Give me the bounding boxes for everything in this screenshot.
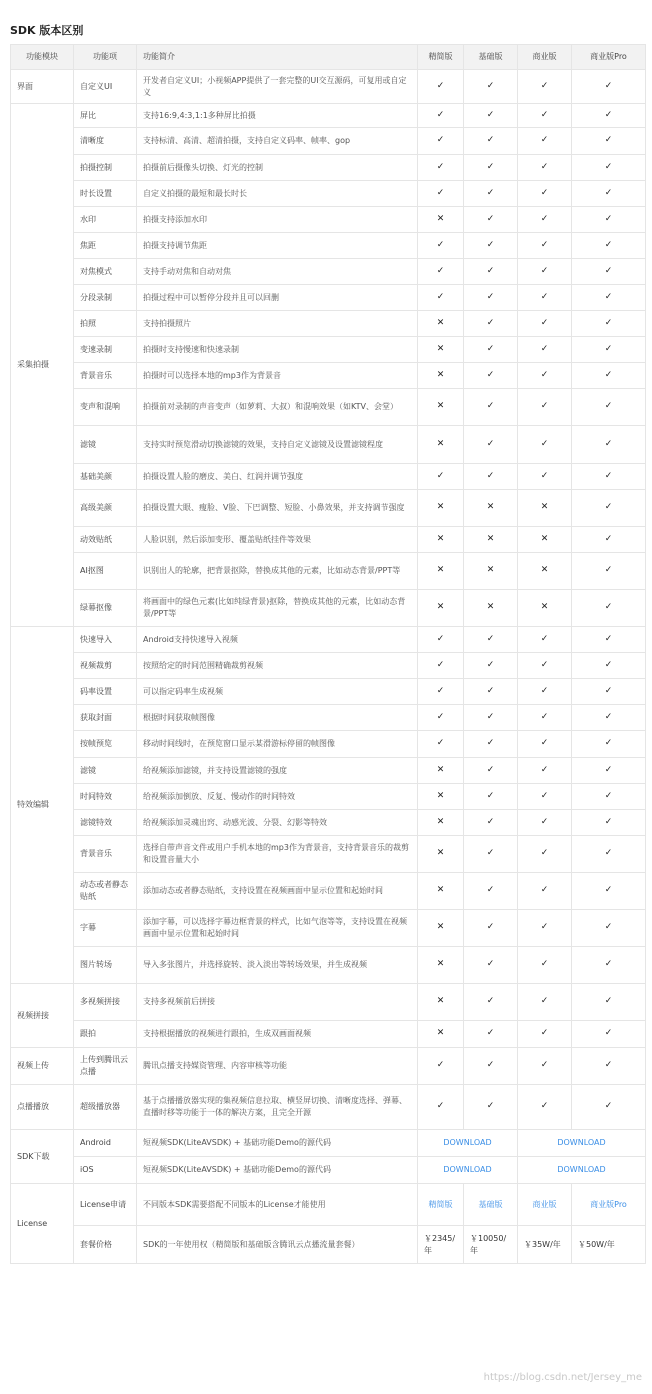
lite-support-cell: ✕ (418, 1021, 464, 1048)
basic-support-cell: ✓ (464, 910, 518, 947)
business-support-cell: ✓ (518, 155, 572, 181)
table-row (11, 705, 646, 731)
basic-support-cell: ✓ (464, 836, 518, 873)
basic-support-cell: ✓ (464, 337, 518, 363)
download-link[interactable]: DOWNLOAD (518, 1130, 646, 1157)
header-module: 功能模块 (11, 45, 74, 70)
feature-cell: 自定义UI (74, 70, 137, 104)
license-link[interactable]: 基础版 (464, 1184, 518, 1226)
lite-support-cell: ✓ (418, 1048, 464, 1085)
intro-cell: 移动时间线时，在预览窗口显示某滑游标停留的帧图像 (137, 731, 418, 758)
business-support-cell: ✓ (518, 731, 572, 758)
business-pro-support-cell: ✓ (572, 947, 646, 984)
intro-cell: 按照给定的时间范围精确裁剪视频 (137, 653, 418, 679)
lite-support-cell: ✓ (418, 731, 464, 758)
feature-cell: 视频裁剪 (74, 653, 137, 679)
watermark: https://blog.csdn.net/Jersey_me (483, 1372, 642, 1383)
intro-cell: 添加字幕，可以选择字幕边框背景的样式，比如气泡等等，支持设置在视频画面中显示位置和起始时间 (137, 910, 418, 947)
module-cell: 视频上传 (11, 1048, 74, 1085)
lite-support-cell: ✓ (418, 70, 464, 104)
lite-support-cell: ✓ (418, 653, 464, 679)
feature-cell: 字幕 (74, 910, 137, 947)
header-basic: 基础版 (464, 45, 518, 70)
table-header-row (11, 45, 646, 70)
table-row (11, 490, 646, 527)
business-support-cell: ✓ (518, 705, 572, 731)
business-support-cell: ✓ (518, 873, 572, 910)
header-lite: 精简版 (418, 45, 464, 70)
table-row (11, 910, 646, 947)
feature-cell: 图片转场 (74, 947, 137, 984)
feature-cell: 按帧预览 (74, 731, 137, 758)
lite-support-cell: ✕ (418, 311, 464, 337)
feature-cell: 绿幕抠像 (74, 590, 137, 627)
intro-cell: 拍摄时可以选择本地的mp3作为背景音 (137, 363, 418, 389)
table-row (11, 679, 646, 705)
basic-support-cell: ✓ (464, 984, 518, 1021)
business-pro-support-cell: ✓ (572, 1021, 646, 1048)
business-support-cell: ✓ (518, 233, 572, 259)
intro-cell: 支持拍摄照片 (137, 311, 418, 337)
business-support-cell: ✓ (518, 653, 572, 679)
feature-cell: 背景音乐 (74, 836, 137, 873)
basic-support-cell: ✓ (464, 731, 518, 758)
module-cell: 界面 (11, 70, 74, 104)
table-row (11, 1226, 646, 1264)
intro-cell: 拍摄前对录制的声音变声（如萝莉、大叔）和混响效果（如KTV、会堂） (137, 389, 418, 426)
business-pro-support-cell: ✓ (572, 259, 646, 285)
table-row (11, 653, 646, 679)
feature-cell: 码率设置 (74, 679, 137, 705)
lite-support-cell: ✓ (418, 464, 464, 490)
intro-cell: 开发者自定义UI；小视频APP提供了一套完整的UI交互源码，可复用或自定义 (137, 70, 418, 104)
business-support-cell: ✓ (518, 70, 572, 104)
table-row (11, 155, 646, 181)
business-support-cell: ✓ (518, 128, 572, 155)
basic-support-cell: ✓ (464, 426, 518, 464)
table-row (11, 1184, 646, 1226)
business-pro-support-cell: ✓ (572, 389, 646, 426)
table-row (11, 233, 646, 259)
download-link[interactable]: DOWNLOAD (518, 1157, 646, 1184)
business-pro-support-cell: ✓ (572, 490, 646, 527)
intro-cell: 自定义拍摄的最短和最长时长 (137, 181, 418, 207)
lite-support-cell: ✕ (418, 207, 464, 233)
table-row (11, 758, 646, 784)
download-link[interactable]: DOWNLOAD (418, 1157, 518, 1184)
basic-support-cell: ✓ (464, 1021, 518, 1048)
intro-cell: 给视频添加倒放、反复、慢动作的时间特效 (137, 784, 418, 810)
table-row (11, 311, 646, 337)
basic-support-cell: ✓ (464, 104, 518, 128)
lite-support-cell: ✕ (418, 553, 464, 590)
table-row (11, 1085, 646, 1130)
business-pro-support-cell: ✓ (572, 873, 646, 910)
feature-cell: 变声和混响 (74, 389, 137, 426)
business-support-cell: ✓ (518, 104, 572, 128)
lite-support-cell: ✕ (418, 836, 464, 873)
table-row (11, 947, 646, 984)
business-pro-support-cell: ✓ (572, 337, 646, 363)
table-row (11, 181, 646, 207)
basic-support-cell: ✕ (464, 553, 518, 590)
header-business-pro: 商业版Pro (572, 45, 646, 70)
business-support-cell: ✓ (518, 311, 572, 337)
business-support-cell: ✓ (518, 259, 572, 285)
basic-support-cell: ✓ (464, 705, 518, 731)
lite-support-cell: ✓ (418, 233, 464, 259)
table-row (11, 810, 646, 836)
intro-cell: 识别出人的轮廓，把背景抠除，替换成其他的元素，比如动态背景/PPT等 (137, 553, 418, 590)
price-cell: ￥50W/年 (572, 1226, 646, 1264)
basic-support-cell: ✕ (464, 527, 518, 553)
table-row (11, 1157, 646, 1184)
table-row (11, 1021, 646, 1048)
feature-cell: 水印 (74, 207, 137, 233)
business-pro-support-cell: ✓ (572, 527, 646, 553)
business-support-cell: ✓ (518, 679, 572, 705)
business-pro-support-cell: ✓ (572, 104, 646, 128)
feature-cell: 套餐价格 (74, 1226, 137, 1264)
basic-support-cell: ✓ (464, 363, 518, 389)
feature-cell: 清晰度 (74, 128, 137, 155)
basic-support-cell: ✓ (464, 653, 518, 679)
table-row (11, 553, 646, 590)
table-row (11, 1048, 646, 1085)
intro-cell: 导入多张图片，并选择旋转、淡入淡出等转场效果，并生成视频 (137, 947, 418, 984)
business-pro-support-cell: ✓ (572, 984, 646, 1021)
business-support-cell: ✓ (518, 337, 572, 363)
license-link[interactable]: 商业版 (518, 1184, 572, 1226)
page-title: SDK 版本区别 (10, 24, 84, 37)
business-support-cell: ✓ (518, 910, 572, 947)
basic-support-cell: ✓ (464, 758, 518, 784)
business-support-cell: ✕ (518, 590, 572, 627)
feature-cell: License申请 (74, 1184, 137, 1226)
table-row (11, 527, 646, 553)
business-pro-support-cell: ✓ (572, 653, 646, 679)
table-row (11, 873, 646, 910)
basic-support-cell: ✓ (464, 285, 518, 311)
lite-support-cell: ✕ (418, 984, 464, 1021)
business-pro-support-cell: ✓ (572, 679, 646, 705)
basic-support-cell: ✓ (464, 947, 518, 984)
business-pro-support-cell: ✓ (572, 784, 646, 810)
lite-support-cell: ✕ (418, 490, 464, 527)
business-pro-support-cell: ✓ (572, 363, 646, 389)
table-row (11, 731, 646, 758)
intro-cell: 拍摄前后摄像头切换、灯光的控制 (137, 155, 418, 181)
lite-support-cell: ✓ (418, 285, 464, 311)
business-support-cell: ✓ (518, 1085, 572, 1130)
feature-cell: 上传到腾讯云点播 (74, 1048, 137, 1085)
feature-cell: 变速录制 (74, 337, 137, 363)
intro-cell: 将画面中的绿色元素(比如纯绿背景)抠除，替换成其他的元素，比如动态背景/PPT等 (137, 590, 418, 627)
intro-cell: 给视频添加滤镜，并支持设置滤镜的强度 (137, 758, 418, 784)
table-row (11, 590, 646, 627)
business-pro-support-cell: ✓ (572, 810, 646, 836)
download-link[interactable]: DOWNLOAD (418, 1130, 518, 1157)
feature-cell: 对焦模式 (74, 259, 137, 285)
business-support-cell: ✓ (518, 363, 572, 389)
basic-support-cell: ✓ (464, 627, 518, 653)
lite-support-cell: ✕ (418, 910, 464, 947)
intro-cell: 拍摄时支持慢速和快速录制 (137, 337, 418, 363)
lite-support-cell: ✕ (418, 426, 464, 464)
intro-cell: 基于点播播放器实现的集视频信息拉取、横竖屏切换、清晰度选择、弹幕、直播时移等功能于一体的解决方案，且完全开源 (137, 1085, 418, 1130)
basic-support-cell: ✓ (464, 155, 518, 181)
lite-support-cell: ✓ (418, 679, 464, 705)
table-row (11, 337, 646, 363)
price-cell: ￥10050/年 (464, 1226, 518, 1264)
lite-support-cell: ✓ (418, 259, 464, 285)
table-row (11, 984, 646, 1021)
feature-cell: 滤镜 (74, 758, 137, 784)
basic-support-cell: ✓ (464, 259, 518, 285)
lite-support-cell: ✓ (418, 705, 464, 731)
intro-cell: Android支持快速导入视频 (137, 627, 418, 653)
feature-cell: Android (74, 1130, 137, 1157)
feature-cell: iOS (74, 1157, 137, 1184)
sdk-version-table (10, 44, 646, 1264)
table-row (11, 70, 646, 104)
business-pro-support-cell: ✓ (572, 464, 646, 490)
business-support-cell: ✓ (518, 426, 572, 464)
lite-support-cell: ✕ (418, 363, 464, 389)
basic-support-cell: ✓ (464, 464, 518, 490)
feature-cell: 多视频拼接 (74, 984, 137, 1021)
feature-cell: 拍照 (74, 311, 137, 337)
feature-cell: 基础美颜 (74, 464, 137, 490)
business-pro-support-cell: ✓ (572, 1048, 646, 1085)
header-business: 商业版 (518, 45, 572, 70)
business-support-cell: ✕ (518, 527, 572, 553)
business-pro-support-cell: ✓ (572, 590, 646, 627)
basic-support-cell: ✓ (464, 784, 518, 810)
basic-support-cell: ✓ (464, 233, 518, 259)
feature-cell: 超级播放器 (74, 1085, 137, 1130)
intro-cell: 支持手动对焦和自动对焦 (137, 259, 418, 285)
feature-cell: 高级美颜 (74, 490, 137, 527)
price-cell: ￥35W/年 (518, 1226, 572, 1264)
module-cell: 点播播放 (11, 1085, 74, 1130)
basic-support-cell: ✓ (464, 389, 518, 426)
lite-support-cell: ✕ (418, 873, 464, 910)
feature-cell: 跟拍 (74, 1021, 137, 1048)
business-pro-support-cell: ✓ (572, 910, 646, 947)
business-pro-support-cell: ✓ (572, 705, 646, 731)
table-row (11, 104, 646, 128)
lite-support-cell: ✕ (418, 758, 464, 784)
table-row (11, 285, 646, 311)
intro-cell: 支持多视频前后拼接 (137, 984, 418, 1021)
lite-support-cell: ✓ (418, 627, 464, 653)
business-support-cell: ✓ (518, 784, 572, 810)
table-row (11, 128, 646, 155)
table-row (11, 207, 646, 233)
table-row (11, 363, 646, 389)
intro-cell: 拍摄过程中可以暂停分段并且可以回删 (137, 285, 418, 311)
table-row (11, 784, 646, 810)
feature-cell: 获取封面 (74, 705, 137, 731)
feature-cell: 屏比 (74, 104, 137, 128)
basic-support-cell: ✓ (464, 810, 518, 836)
intro-cell: 拍摄支持调节焦距 (137, 233, 418, 259)
business-pro-support-cell: ✓ (572, 233, 646, 259)
lite-support-cell: ✓ (418, 128, 464, 155)
module-cell: 特效编辑 (11, 627, 74, 984)
business-pro-support-cell: ✓ (572, 207, 646, 233)
basic-support-cell: ✓ (464, 1048, 518, 1085)
lite-support-cell: ✕ (418, 337, 464, 363)
lite-support-cell: ✓ (418, 1085, 464, 1130)
business-pro-support-cell: ✓ (572, 426, 646, 464)
business-support-cell: ✓ (518, 810, 572, 836)
basic-support-cell: ✕ (464, 490, 518, 527)
business-support-cell: ✓ (518, 836, 572, 873)
feature-cell: 背景音乐 (74, 363, 137, 389)
table-row (11, 464, 646, 490)
business-pro-support-cell: ✓ (572, 155, 646, 181)
basic-support-cell: ✓ (464, 1085, 518, 1130)
table-row (11, 389, 646, 426)
module-cell: 采集拍摄 (11, 104, 74, 627)
business-pro-support-cell: ✓ (572, 311, 646, 337)
feature-cell: 快速导入 (74, 627, 137, 653)
feature-cell: 时间特效 (74, 784, 137, 810)
module-cell: 视频拼接 (11, 984, 74, 1048)
lite-support-cell: ✕ (418, 947, 464, 984)
intro-cell: 支持实时预览滑动切换滤镜的效果，支持自定义滤镜及设置滤镜程度 (137, 426, 418, 464)
business-support-cell: ✓ (518, 627, 572, 653)
intro-cell: 可以指定码率生成视频 (137, 679, 418, 705)
basic-support-cell: ✓ (464, 207, 518, 233)
table-row (11, 836, 646, 873)
basic-support-cell: ✓ (464, 679, 518, 705)
header-feature: 功能项 (74, 45, 137, 70)
lite-support-cell: ✕ (418, 389, 464, 426)
basic-support-cell: ✓ (464, 70, 518, 104)
feature-cell: 时长设置 (74, 181, 137, 207)
business-support-cell: ✓ (518, 947, 572, 984)
feature-cell: 焦距 (74, 233, 137, 259)
intro-cell: 支持16:9,4:3,1:1多种屏比拍摄 (137, 104, 418, 128)
license-link[interactable]: 精简版 (418, 1184, 464, 1226)
feature-cell: 动态或者静态贴纸 (74, 873, 137, 910)
business-support-cell: ✓ (518, 1048, 572, 1085)
feature-cell: 拍摄控制 (74, 155, 137, 181)
table-row (11, 259, 646, 285)
intro-cell: 支持根据播放的视频进行跟拍，生成双画面视频 (137, 1021, 418, 1048)
business-pro-support-cell: ✓ (572, 836, 646, 873)
intro-cell: 给视频添加灵魂出窍、动感光波、分裂、幻影等特效 (137, 810, 418, 836)
intro-cell: 选择自带声音文件或用户手机本地的mp3作为背景音，支持背景音乐的裁剪和设置音量大小 (137, 836, 418, 873)
intro-cell: 短视频SDK(LiteAVSDK) + 基础功能Demo的源代码 (137, 1130, 418, 1157)
feature-cell: AI抠图 (74, 553, 137, 590)
module-cell: SDK下载 (11, 1130, 74, 1184)
business-pro-support-cell: ✓ (572, 70, 646, 104)
intro-cell: 拍摄支持添加水印 (137, 207, 418, 233)
intro-cell: 拍摄设置大眼、瘦脸、V脸、下巴调整、短脸、小鼻效果，并支持调节强度 (137, 490, 418, 527)
lite-support-cell: ✓ (418, 181, 464, 207)
feature-cell: 滤镜特效 (74, 810, 137, 836)
business-support-cell: ✓ (518, 285, 572, 311)
license-link[interactable]: 商业版Pro (572, 1184, 646, 1226)
business-support-cell: ✓ (518, 181, 572, 207)
basic-support-cell: ✓ (464, 311, 518, 337)
lite-support-cell: ✕ (418, 784, 464, 810)
basic-support-cell: ✓ (464, 181, 518, 207)
lite-support-cell: ✕ (418, 527, 464, 553)
table-row (11, 426, 646, 464)
module-cell: License (11, 1184, 74, 1264)
business-support-cell: ✕ (518, 553, 572, 590)
intro-cell: 人脸识别，然后添加变形、覆盖贴纸挂件等效果 (137, 527, 418, 553)
intro-cell: 不同版本SDK需要搭配不同版本的License才能使用 (137, 1184, 418, 1226)
lite-support-cell: ✓ (418, 104, 464, 128)
business-support-cell: ✓ (518, 1021, 572, 1048)
business-pro-support-cell: ✓ (572, 1085, 646, 1130)
business-pro-support-cell: ✓ (572, 553, 646, 590)
business-pro-support-cell: ✓ (572, 128, 646, 155)
price-cell: ￥2345/年 (418, 1226, 464, 1264)
business-support-cell: ✓ (518, 389, 572, 426)
intro-cell: 支持标清、高清、超清拍摄，支持自定义码率、帧率、gop (137, 128, 418, 155)
lite-support-cell: ✓ (418, 155, 464, 181)
basic-support-cell: ✓ (464, 873, 518, 910)
intro-cell: 腾讯点播支持媒资管理、内容审核等功能 (137, 1048, 418, 1085)
lite-support-cell: ✕ (418, 810, 464, 836)
business-support-cell: ✓ (518, 464, 572, 490)
intro-cell: 拍摄设置人脸的磨皮、美白、红润并调节强度 (137, 464, 418, 490)
feature-cell: 分段录制 (74, 285, 137, 311)
business-support-cell: ✓ (518, 207, 572, 233)
table-row (11, 1130, 646, 1157)
feature-cell: 滤镜 (74, 426, 137, 464)
intro-cell: SDK的一年使用权（精简版和基础版含腾讯云点播流量套餐） (137, 1226, 418, 1264)
basic-support-cell: ✓ (464, 128, 518, 155)
business-support-cell: ✕ (518, 490, 572, 527)
lite-support-cell: ✕ (418, 590, 464, 627)
basic-support-cell: ✕ (464, 590, 518, 627)
feature-cell: 动效贴纸 (74, 527, 137, 553)
business-pro-support-cell: ✓ (572, 285, 646, 311)
business-pro-support-cell: ✓ (572, 181, 646, 207)
table-row (11, 627, 646, 653)
business-pro-support-cell: ✓ (572, 627, 646, 653)
intro-cell: 根据时间获取帧图像 (137, 705, 418, 731)
business-support-cell: ✓ (518, 758, 572, 784)
business-pro-support-cell: ✓ (572, 758, 646, 784)
intro-cell: 添加动态或者静态贴纸，支持设置在视频画面中显示位置和起始时间 (137, 873, 418, 910)
business-pro-support-cell: ✓ (572, 731, 646, 758)
header-intro: 功能简介 (137, 45, 418, 70)
intro-cell: 短视频SDK(LiteAVSDK) + 基础功能Demo的源代码 (137, 1157, 418, 1184)
business-support-cell: ✓ (518, 984, 572, 1021)
